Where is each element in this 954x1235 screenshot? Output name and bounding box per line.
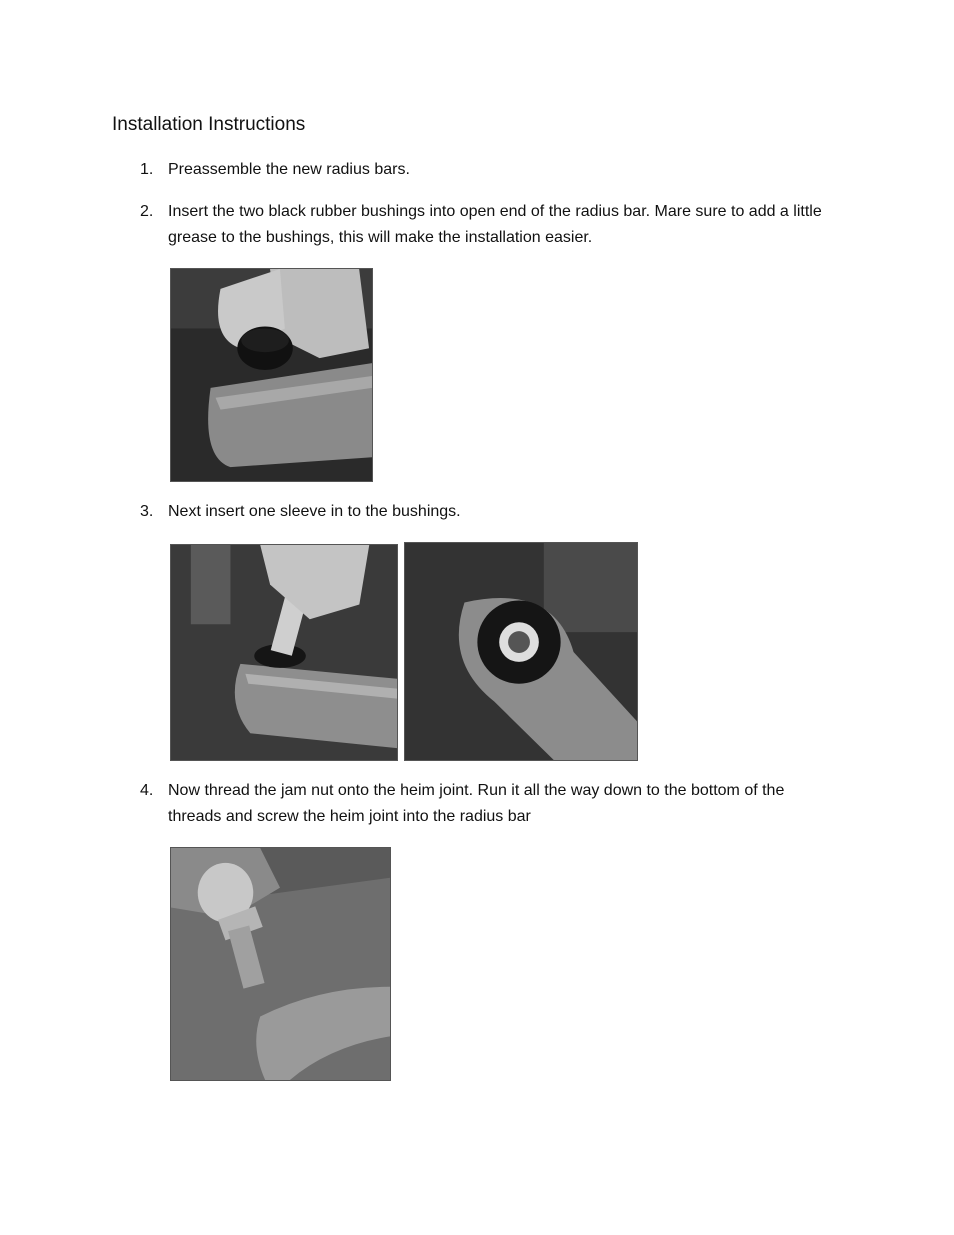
step-text: Now thread the jam nut onto the heim joint. Run it all the way down to the bottom of the threads and screw the heim joint into the radius bar — [168, 782, 785, 825]
heim-joint-photo — [170, 847, 391, 1081]
step-4 — [140, 778, 840, 830]
step-text: Next insert one sleeve in to the bushings. — [168, 503, 461, 520]
step-number: 1. — [140, 161, 154, 178]
step-number: 2. — [140, 203, 154, 220]
bushing-insertion-photo — [170, 268, 373, 482]
sleeve-insertion-photo — [170, 544, 398, 761]
step-text: Preassemble the new radius bars. — [168, 161, 410, 178]
step-number: 3. — [140, 503, 154, 520]
step-number: 4. — [140, 782, 154, 799]
step-3 — [140, 499, 840, 525]
page-title: Installation Instructions — [112, 114, 306, 135]
step-1 — [140, 157, 840, 183]
step-text: Insert the two black rubber bushings into open end of the radius bar. Mare sure to add a little grease to the bushings, this will make the installation easier. — [168, 203, 822, 246]
step-2 — [140, 199, 840, 251]
sleeve-installed-photo — [404, 542, 638, 761]
